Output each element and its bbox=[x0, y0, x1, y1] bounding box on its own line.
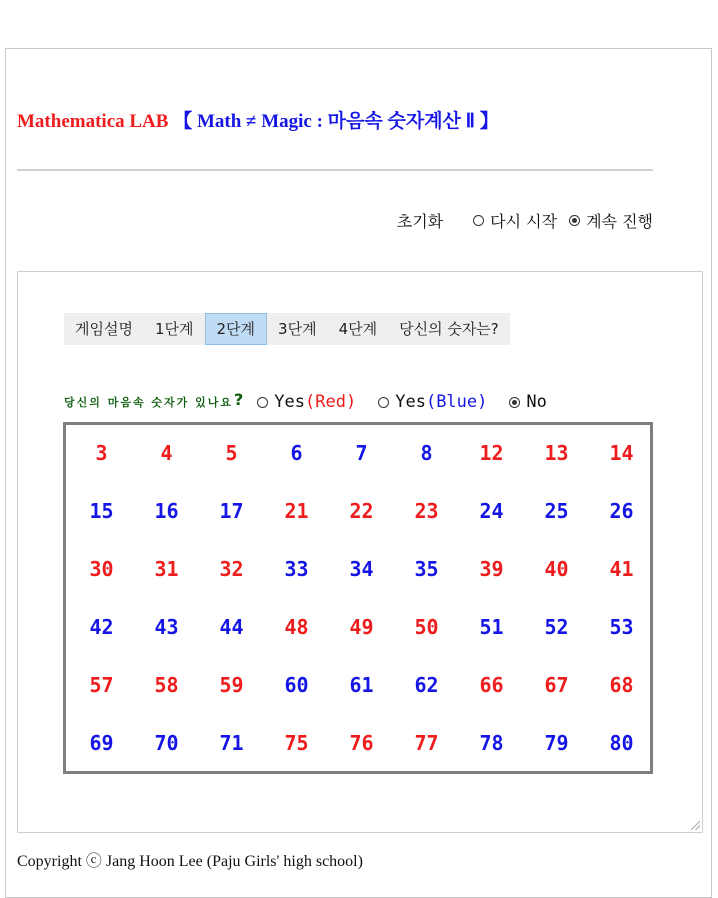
number-cell: 69 bbox=[89, 731, 114, 755]
answer-yes-blue[interactable] bbox=[378, 392, 487, 412]
number-cell: 60 bbox=[284, 673, 309, 697]
restart-radio[interactable] bbox=[473, 215, 484, 226]
number-cell: 24 bbox=[479, 499, 504, 523]
number-cell: 67 bbox=[544, 673, 569, 697]
number-cell: 68 bbox=[609, 673, 634, 697]
number-cell: 41 bbox=[609, 557, 634, 581]
number-cell: 34 bbox=[349, 557, 374, 581]
number-cell: 16 bbox=[154, 499, 179, 523]
number-cell: 40 bbox=[544, 557, 569, 581]
number-cell: 42 bbox=[89, 615, 114, 639]
number-cell: 62 bbox=[414, 673, 439, 697]
title-subtitle: 【 Math ≠ Magic : 마음속 숫자계산 Ⅱ 】 bbox=[173, 111, 499, 132]
tab-stage-1[interactable]: 1단계 bbox=[154, 320, 194, 338]
reset-label: 초기화 bbox=[396, 212, 444, 231]
yes-red-radio[interactable] bbox=[257, 397, 268, 408]
number-cell: 7 bbox=[355, 441, 368, 465]
no-label: No bbox=[526, 392, 547, 412]
continue-option[interactable] bbox=[569, 209, 653, 232]
number-cell: 35 bbox=[414, 557, 439, 581]
number-cell: 32 bbox=[219, 557, 244, 581]
restart-option[interactable] bbox=[473, 209, 557, 232]
number-grid bbox=[66, 425, 650, 771]
answer-yes-red[interactable] bbox=[257, 392, 356, 412]
number-cell: 8 bbox=[420, 441, 433, 465]
number-cell: 78 bbox=[479, 731, 504, 755]
yes-blue-paren-close: ) bbox=[477, 392, 488, 412]
number-cell: 43 bbox=[154, 615, 179, 639]
yes-blue-paren-open: ( bbox=[425, 392, 437, 412]
number-cell: 79 bbox=[544, 731, 569, 755]
number-cell: 75 bbox=[284, 731, 309, 755]
tab-stage-4[interactable]: 4단계 bbox=[338, 320, 378, 338]
number-cell: 23 bbox=[414, 499, 439, 523]
tab-your-number[interactable]: 당신의 숫자는? bbox=[399, 320, 499, 338]
yes-blue-prefix: Yes bbox=[395, 392, 426, 412]
number-cell: 17 bbox=[219, 499, 244, 523]
yes-blue-color-word: Blue bbox=[436, 392, 478, 412]
number-cell: 51 bbox=[479, 615, 504, 639]
resize-grip-icon[interactable] bbox=[691, 821, 700, 830]
number-cell: 70 bbox=[154, 731, 179, 755]
number-cell: 22 bbox=[349, 499, 374, 523]
number-cell: 44 bbox=[219, 615, 244, 639]
number-board bbox=[63, 422, 653, 774]
number-cell: 3 bbox=[95, 441, 108, 465]
number-cell: 14 bbox=[609, 441, 634, 465]
number-cell: 53 bbox=[609, 615, 634, 639]
number-cell: 31 bbox=[154, 557, 179, 581]
number-cell: 76 bbox=[349, 731, 374, 755]
yes-red-color-word: Red bbox=[315, 392, 346, 412]
number-cell: 26 bbox=[609, 499, 634, 523]
number-cell: 57 bbox=[89, 673, 114, 697]
number-cell: 66 bbox=[479, 673, 504, 697]
number-cell: 6 bbox=[290, 441, 303, 465]
number-cell: 25 bbox=[544, 499, 569, 523]
copyright-notice: Copyright ⓒ Jang Hoon Lee (Paju Girls' high school) bbox=[17, 853, 363, 870]
number-cell: 77 bbox=[414, 731, 439, 755]
yes-red-paren-open: ( bbox=[305, 392, 316, 412]
question-text: 당신의 마음속 숫자가 있나요 bbox=[64, 396, 233, 409]
stage-tabs bbox=[64, 313, 510, 345]
number-question bbox=[64, 389, 569, 412]
title-divider bbox=[17, 169, 653, 171]
number-cell: 50 bbox=[414, 615, 439, 639]
number-cell: 4 bbox=[160, 441, 173, 465]
continue-radio[interactable] bbox=[569, 215, 580, 226]
number-cell: 71 bbox=[219, 731, 244, 755]
number-cell: 80 bbox=[609, 731, 634, 755]
page-title bbox=[17, 106, 499, 133]
number-cell: 30 bbox=[89, 557, 114, 581]
tab-stage-2[interactable]: 2단계 bbox=[205, 313, 268, 345]
number-cell: 13 bbox=[544, 441, 569, 465]
reset-controls bbox=[397, 209, 653, 232]
number-cell: 59 bbox=[219, 673, 244, 697]
tab-instructions[interactable]: 게임설명 bbox=[75, 320, 133, 338]
number-cell: 21 bbox=[284, 499, 309, 523]
tab-stage-3[interactable]: 3단계 bbox=[278, 320, 317, 338]
number-cell: 5 bbox=[225, 441, 238, 465]
number-cell: 12 bbox=[479, 441, 504, 465]
number-cell: 33 bbox=[284, 557, 309, 581]
number-cell: 58 bbox=[154, 673, 179, 697]
number-cell: 49 bbox=[349, 615, 374, 639]
number-cell: 39 bbox=[479, 557, 504, 581]
answer-no[interactable] bbox=[509, 392, 546, 412]
number-cell: 61 bbox=[349, 673, 374, 697]
yes-blue-radio[interactable] bbox=[378, 397, 389, 408]
title-lab: Mathematica LAB bbox=[17, 111, 169, 132]
question-mark: ? bbox=[234, 389, 244, 409]
number-cell: 52 bbox=[544, 615, 569, 639]
restart-label: 다시 시작 bbox=[490, 212, 558, 231]
yes-red-prefix: Yes bbox=[274, 392, 305, 412]
yes-red-paren-close: ) bbox=[345, 392, 357, 412]
number-cell: 15 bbox=[89, 499, 114, 523]
continue-label: 계속 진행 bbox=[586, 212, 653, 231]
number-cell: 48 bbox=[284, 615, 309, 639]
no-radio[interactable] bbox=[509, 397, 520, 408]
